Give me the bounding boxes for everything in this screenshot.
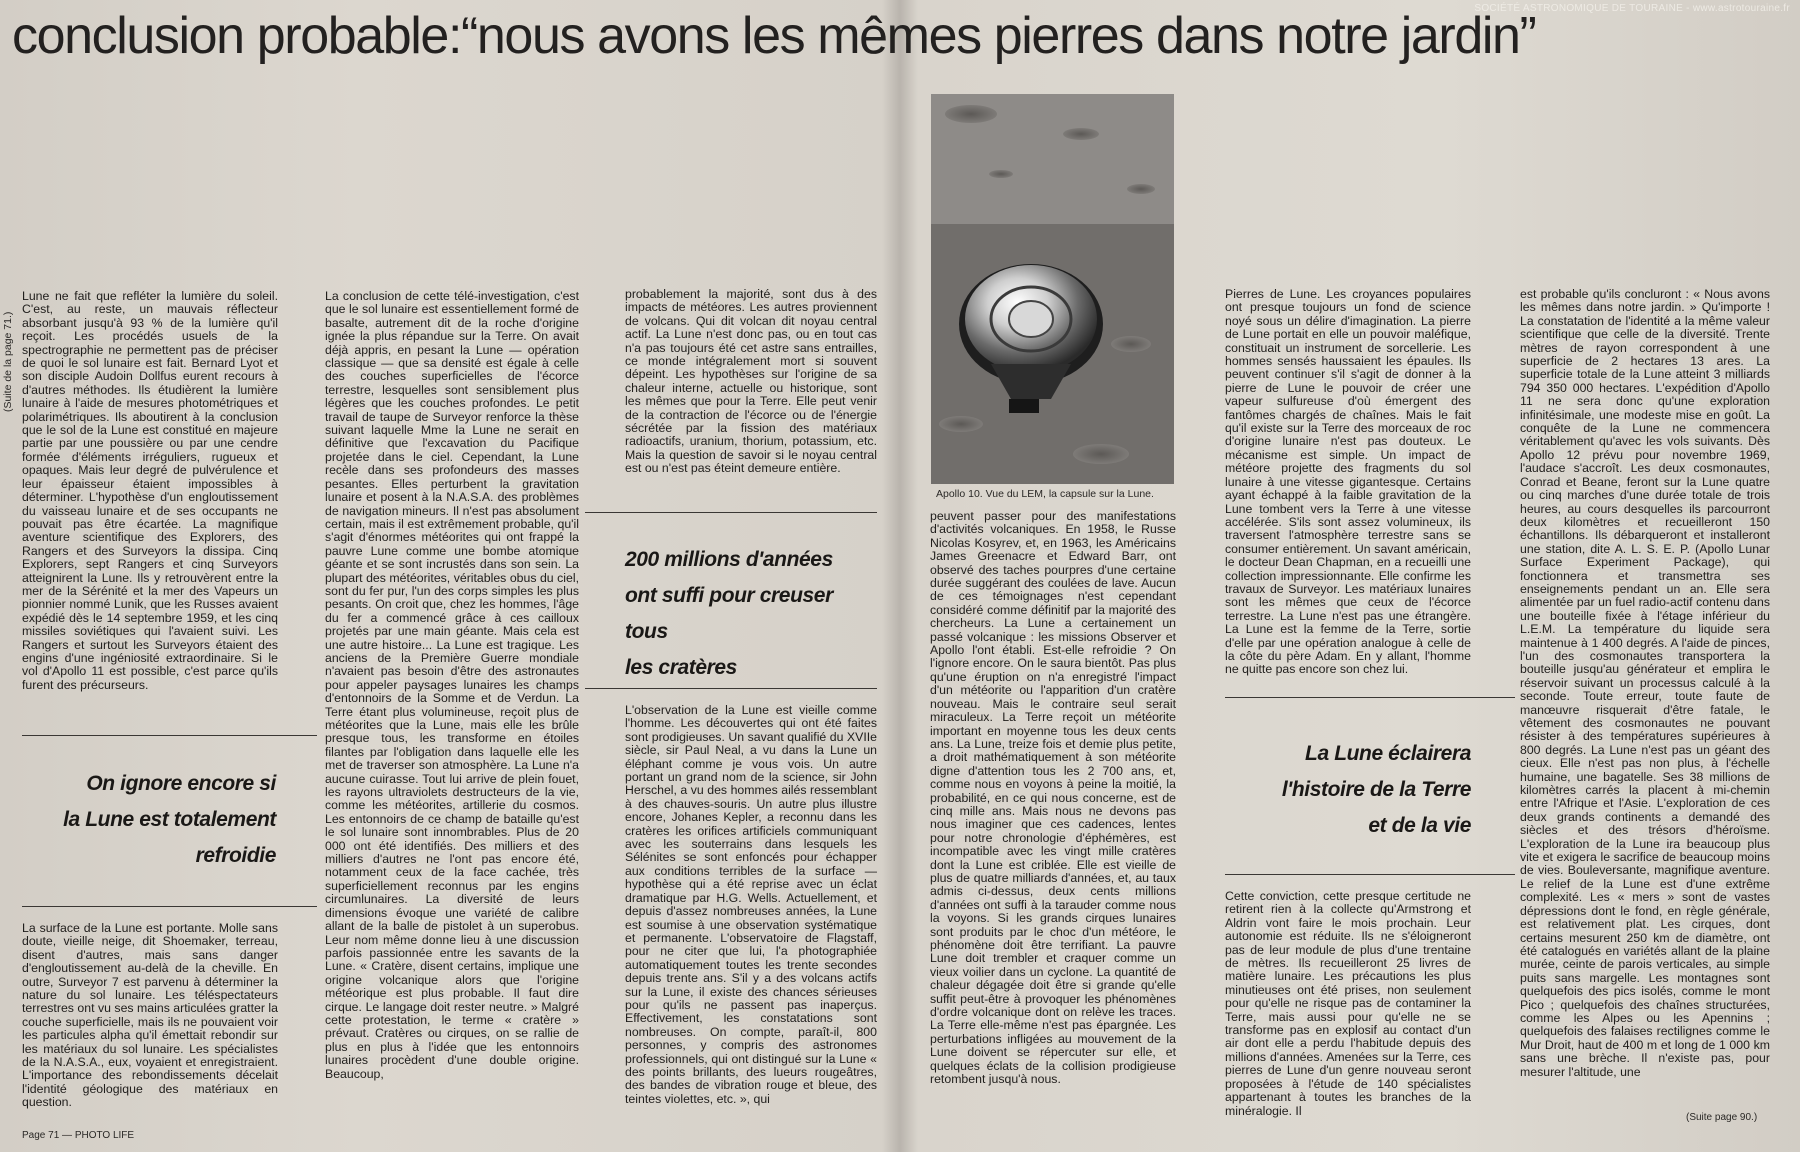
pull-quote-line: refroidie	[195, 844, 276, 867]
column-1-top	[22, 290, 278, 720]
pull-quote-3	[1225, 736, 1471, 844]
column-6	[1520, 288, 1770, 1110]
divider	[22, 906, 317, 907]
pull-quote-line: et de la vie	[1368, 814, 1471, 837]
continuation-note-text: (Suite de la page 71.)	[2, 311, 14, 412]
page-footer-left: Page 71 — PHOTO LIFE	[22, 1130, 135, 1141]
column-3-top	[625, 288, 877, 498]
headline: conclusion probable:“nous avons les mêmes pierres dans notre jardin”	[12, 7, 1536, 65]
pull-quote-2	[625, 542, 877, 686]
paragraph: La conclusion de cette télé-investigation, c'est que le sol lunaire est essentiellement formé de basalte, autrement dit de la roche d'origine ignée la plus répandue sur la Terre. On avait déjà appris, en pesant la Lune — opération classique — que sa densité est égale à celle des couches superficielles de l'écorce terrestre, lesquelles sont sensiblement plus légères que les couches profondes. Le petit travail de taupe de Surveyor renforce la thèse suivant laquelle Mme la Lune ne serait en définitive que l'excavation du Pacifique projetée dans le ciel. Cependant, la Lune recèle dans ses profondeurs des masses pesantes. Elles perturbent la gravitation lunaire et posent à la N.A.S.A. des problèmes de navigation mineurs. Il n'est pas absolument certain, mais il est extrêmement probable, qu'il s'agit d'énormes météorites qui ont frappé la pauvre Lune comme une bombe atomique géante et se sont incrustés dans son sein. La plupart des météorites, véritables obus du ciel, sont du fer pur, l'un des corps simples les plus pesants. On croit que, chez les hommes, l'âge du fer a commencé grâce à ces cailloux projetés par une main géante. Mais cela est une autre histoire... La Lune est tragique. Les anciens de la Première Guerre mondiale n'avaient pas besoin d'être des astronautes pour appeler paysages lunaires les champs d'entonnoirs de la Somme et de Verdun. La Terre étant plus volumineuse, reçoit plus de météorites que la Lune, mais elle les brûle presque tous, les transforme en étoiles filantes par l'obligation dans laquelle elle les met de traverser son atmosphère. La Lune n'a aucune cuirasse. Tout lui arrive de plein fouet, les rayons ultraviolets destructeurs de la vie, comme les météorites, artillerie du cosmos. Les entonnoirs de ce champ de bataille qu'est le sol lunaire sont innombrables. Plus de 20 000 ont été identifiés. Des milliers et des milliers d'autres ne l'ont pas encore été, notamment ceux de la face cachée, très superficiellement reconnus par les engins circumlunaires. La diversité de leurs dimensions évoque une variété de calibre allant de la balle de pistolet à un superobus. Leur nom même donne lieu à une discussion parfois passionnée entre les savants de la Lune. « Cratère, disent certains, implique une origine volcanique alors que l'origine météorique est plus probable. Il faut dire cirque. Le langage doit rester neutre. » Malgré cette protestation, le terme « cratère » prévaut. Cratères ou cirques, on se rallie de plus en plus à l'idée que les entonnoirs lunaires procèdent d'une double origine. Beaucoup,	[325, 290, 579, 1081]
pull-quote-line: ont suffi pour creuser tous	[625, 584, 833, 643]
divider	[22, 735, 317, 736]
paragraph: Pierres de Lune. Les croyances populaires ont presque toujours un fond de science noyé sous un délire d'imagination. La pierre de Lune portait en elle un pouvoir maléfique, constituait un instrument de sorcellerie. Les hommes sensés haussaient les épaules. Ils peuvent continuer s'il s'agit de donner à la pierre de Lune le pouvoir de créer une vapeur sulfureuse d'où émergent des fantômes chargés de chaînes. Mais le fait qu'il existe sur la Terre des morceaux de roc d'origine lunaire n'est pas douteux. Le mécanisme est simple. Un impact de météore projette des fragments du sol lunaire à une vitesse gigantesque. Certains ayant échappé à la faible gravitation de la Lune tombent vers la Terre à une vitesse accélérée. S'ils sont assez volumineux, ils traversent l'atmosphère terrestre sans se consumer entièrement. Un savant américain, le docteur Dean Chapman, en a recueilli une collection impressionnante. Elle confirme les travaux de Surveyor. Les matériaux lunaires sont les mêmes que ceux de l'écorce terrestre. La Lune n'est pas une étrangère. La Lune est la femme de la Terre, sortie d'elle par une opération analogue à celle de la côte du père Adam. En y allant, l'homme ne quitte pas encore son chez lui.	[1225, 288, 1471, 677]
column-5-top	[1225, 288, 1471, 688]
pull-quote-line: les cratères	[625, 656, 737, 679]
column-3-bottom	[625, 704, 877, 1122]
paragraph: La surface de la Lune est portante. Molle sans doute, vieille neige, dit Shoemaker, terreau, disent d'autres, mais sans danger d'engloutissement au-delà de la cheville. En outre, Surveyor 7 est parvenu à déterminer la nature du sol lunaire. Les téléspectateurs terrestres ont vu ses mains articulées gratter la couche superficielle, mais ils ne pouvaient voir les particules alpha qu'il émettait rebondir sur les matériaux du sol lunaire. Les spécialistes de la N.A.S.A., eux, voyaient et enregistraient. L'importance des rebondissements décelait l'identité géologique des matériaux en question.	[22, 922, 278, 1110]
watermark: SOCIÉTÉ ASTRONOMIQUE DE TOURAINE - www.astrotouraine.fr	[1474, 3, 1790, 14]
apollo-capsule-image	[931, 94, 1174, 484]
paragraph: Lune ne fait que refléter la lumière du soleil. C'est, au reste, un mauvais réflecteur absorbant jusqu'à 93 % de la lumière qu'il reçoit. Les procédés usuels de la spectrographie ne permettent pas de préciser de quoi le sol lunaire est fait. Bernard Lyot et son disciple Audoin Dollfus eurent recours à d'autres méthodes. Ils étudièrent la lumière lunaire à l'aide de mesures photométriques et polarimétriques. Ils aboutirent à la conclusion que le sol de la Lune est constitué en majeure partie par une poussière ou par une cendre formée d'éléments irréguliers, rugueux et opaques. Mais leur degré de pulvérulence et leur épaisseur étaient impossibles à déterminer. L'hypothèse d'un engloutissement du vaisseau lunaire et de ses occupants ne pouvait pas être écartée. La magnifique aventure scientifique des Explorers, des Rangers et des Surveyors la dissipa. Cinq Explorers, sept Rangers et cinq Surveyors atteignirent la Lune. Ils y retrouvèrent entre la mer de la Sérénité et la mer des Vapeurs un pionnier nommé Lunik, que les Russes avaient expédié dès le 14 septembre 1959, et les cinq missiles soviétiques qui l'avaient suivi. Les Rangers et surtout les Surveyors étaient des engins d'une ingéniosité extraordinaire. Si le vol d'Apollo 11 est possible, c'est parce qu'ils furent des précurseurs.	[22, 290, 278, 692]
paragraph: est probable qu'ils concluront : « Nous avons les mêmes dans notre jardin. » Qu'importe ! La constatation de l'identité a la même valeur scientifique que celle de la diversité. Trente mètres de rayon correspondent à une superficie de 2 hectares 13 ares. La superficie totale de la Lune atteint 3 milliards 794 350 000 hectares. L'expédition d'Apollo 11 ne sera donc qu'une exploration infinitésimale, une modeste mise en goût. La conquête de la Lune ne commencera véritablement qu'avec les vols suivants. Dès Apollo 12 prévu pour novembre 1969, l'audace s'accroît. Les deux cosmonautes, Conrad et Beane, feront sur la Lune quatre ou cinq marches d'une durée totale de trois heures, au cours desquelles ils parcourront deux kilomètres et recueilleront 150 échantillons. Ils débarqueront et installeront une station, dite A. L. S. E. P. (Apollo Lunar Surface Experiment Package), qui fonctionnera et transmettra ses enseignements pendant un an. Elle sera alimentée par un fuel radio-actif contenu dans une bouteille fixée à l'étage inférieur du L.E.M. La température du liquide sera maintenue à 1 400 degrés. A l'aide de pinces, l'un des cosmonautes transportera la bouteille jusqu'au générateur et emplira le réservoir suivant un processus calculé à la seconde. Toute erreur, toute faute de manœuvre risquerait d'être fatale, le vêtement des cosmonautes ne pouvant résister à des températures supérieures à 800 degrés. La Lune n'est pas un géant des cieux. Elle n'est pas non plus, à l'échelle humaine, une bagatelle. Ses 38 millions de kilomètres carrés la placent à mi-chemin entre l'Afrique et l'Asie. L'exploration de ces deux grands continents a demandé des siècles et des trésors d'héroïsme. L'exploration de la Lune ira beaucoup plus vite et exigera le sacrifice de beaucoup moins de vies. Bouleversante, magnifique aventure. Le relief de la Lune est d'une extrême complexité. Les « mers » sont de vastes dépressions dont le fond, en règle générale, est relativement plat. Les cirques, dont certains mesurent 250 km de diamètre, ont été catalogués en variétés allant de la plaine murée, ceinte de parois verticales, au simple puits sans margelle. Les montagnes sont quelquefois des pics isolés, comme le mont Pico ; quelquefois des chaînes structurées, comme les Alpes ou les Apennins ; quelquefois des falaises rectilignes comme le Mur Droit, haut de 400 m et long de 1 000 km sans une brèche. Il n'existe pas, pour mesurer l'altitude, une	[1520, 288, 1770, 1079]
paragraph: probablement la majorité, sont dus à des impacts de météores. Les autres proviennent de volcans. Qui dit volcan dit noyau central actif. La Lune n'est donc pas, ou en tout cas n'a pas toujours été cet astre sans entrailles, ce monde intégralement mort si souvent dépeint. Les hypothèses sur l'origine de sa chaleur interne, actuelle ou historique, sont les mêmes que pour la Terre. Elle peut venir de la contraction de l'écorce ou de l'énergie sécrétée par la fission des matériaux radioactifs, uranium, thorium, potassium, etc. Mais la question de savoir si le noyau central est ou n'est pas éteint demeure entière.	[625, 288, 877, 476]
pull-quote-line: l'histoire de la Terre	[1281, 778, 1471, 801]
divider	[1225, 874, 1515, 875]
apollo-photo	[931, 94, 1174, 484]
page-footer-right: (Suite page 90.)	[1686, 1112, 1758, 1123]
paragraph: peuvent passer pour des manifestations d'activités volcaniques. En 1958, le Russe Nicolas Kosyrev, et, en 1963, les Américains James Greenacre et Edward Barr, ont observé des taches pourpres d'une certaine durée suggérant des coulées de lave. Aucun de ces témoignages n'est cependant considéré comme définitif par la majorité des chercheurs. La Lune a certainement un passé volcanique : les missions Observer et Apollo l'ont établi. Est-elle refroidie ? On l'ignore encore. On le saura bientôt. Pas plus qu'une éruption on n'a enregistré l'impact d'un météorite ou l'apparition d'un cratère nouveau. Mais le contraire seul serait miraculeux. La Terre reçoit un météorite important en moyenne tous les deux cents ans. La Lune, treize fois et demie plus petite, a droit mathématiquement à son météorite digne d'attention tous les 2 700 ans, et, comme nous en voyons à peine la moitié, la probabilité, en ce qui nous concerne, est de cinq mille ans. Mais nous ne devons pas nous imaginer que ces cadences, lentes pour notre chronologie d'éphémères, est incompatible avec les vingt mille cratères dont la Lune est criblée. Elle est vieille de plus de quatre milliards d'années, et, au taux admis ci-dessus, deux cents millions d'années ont suffi à la tarauder comme nous la voyons. Si les grands cirques lunaires sont produits par le choc d'un météore, le phénomène doit être terrifiant. La pauvre Lune doit trembler et craquer comme un vieux voilier dans un cyclone. La quantité de chaleur dégagée doit être si grande qu'elle suffit peut-être à provoquer les phénomènes d'ordre volcanique dont on relève les traces. La Terre elle-même n'est pas épargnée. Les perturbations infligées au mouvement de la Lune doivent se répercuter sur elle, et quelques éclats de la collision prodigieuse retombent jusqu'à nous.	[930, 510, 1176, 1087]
paragraph: Cette conviction, cette presque certitude ne retirent rien à la collecte qu'Armstrong et Aldrin vont faire le mois prochain. Leur autonomie est réduite. Ils ne s'éloigneront pas de leur module de plus d'une trentaine de mètres. Ils recueilleront 25 livres de matière lunaire. Les précautions les plus minutieuses ont été prises, non seulement pour qu'elle ne risque pas de contaminer la Terre, mais aussi pour qu'elle ne se transforme pas en explosif au contact d'un air dont elle a perdu l'habitude depuis des millions d'années. Amenées sur la Terre, ces pierres de Lune d'un genre nouveau seront proposées à l'étude de 140 spécialistes appartenant à toutes les branches de la minéralogie. Il	[1225, 890, 1471, 1118]
column-4	[930, 510, 1176, 1122]
column-1-bottom	[22, 922, 278, 1122]
pull-quote-line: La Lune éclairera	[1305, 742, 1471, 765]
pull-quote-1	[22, 766, 276, 874]
pull-quote-line: la Lune est totalement	[63, 808, 276, 831]
divider	[1225, 697, 1515, 698]
column-5-bottom	[1225, 890, 1471, 1118]
column-2	[325, 290, 579, 1122]
pull-quote-line: On ignore encore si	[86, 772, 276, 795]
continuation-note	[2, 292, 16, 412]
pull-quote-line: 200 millions d'années	[625, 548, 833, 571]
photo-caption: Apollo 10. Vue du LEM, la capsule sur la Lune.	[936, 488, 1154, 500]
divider	[585, 688, 877, 689]
divider	[585, 512, 877, 513]
paragraph: L'observation de la Lune est vieille comme l'homme. Les découvertes qui ont été faites sont prodigieuses. Un savant qualifié du XVIIe siècle, sir Paul Neal, a vu dans la Lune un éléphant comme je vous vois. Un autre portant un grand nom de la science, sir John Herschel, a vu des hommes ailés ressemblant à des chauves-souris. Un autre plus illustre encore, Johanes Kepler, a reconnu dans les cratères les orifices artificiels communiquant avec les souterrains dans lesquels les Sélénites se sont enfoncés pour échapper aux conditions terribles de la surface — hypothèse qui a été reprise avec un éclat dramatique par H.G. Wells. Actuellement, et depuis d'assez nombreuses années, la Lune est soumise à une observation systématique et permanente. L'observatoire de Flagstaff, pour ne citer que lui, l'a photographiée automatiquement toutes les trente secondes depuis trente ans. S'il y a des volcans actifs sur la Lune, il existe des chances sérieuses pour qu'ils ne passent pas inaperçus. Effectivement, les constatations sont nombreuses. On compte, paraît-il, 800 personnes, y compris des astronomes professionnels, qui ont distingué sur la Lune « des points brillants, des lueurs rougeâtres, des bandes de vibration rouge et bleue, des teintes violettes, etc. », qui	[625, 704, 877, 1106]
